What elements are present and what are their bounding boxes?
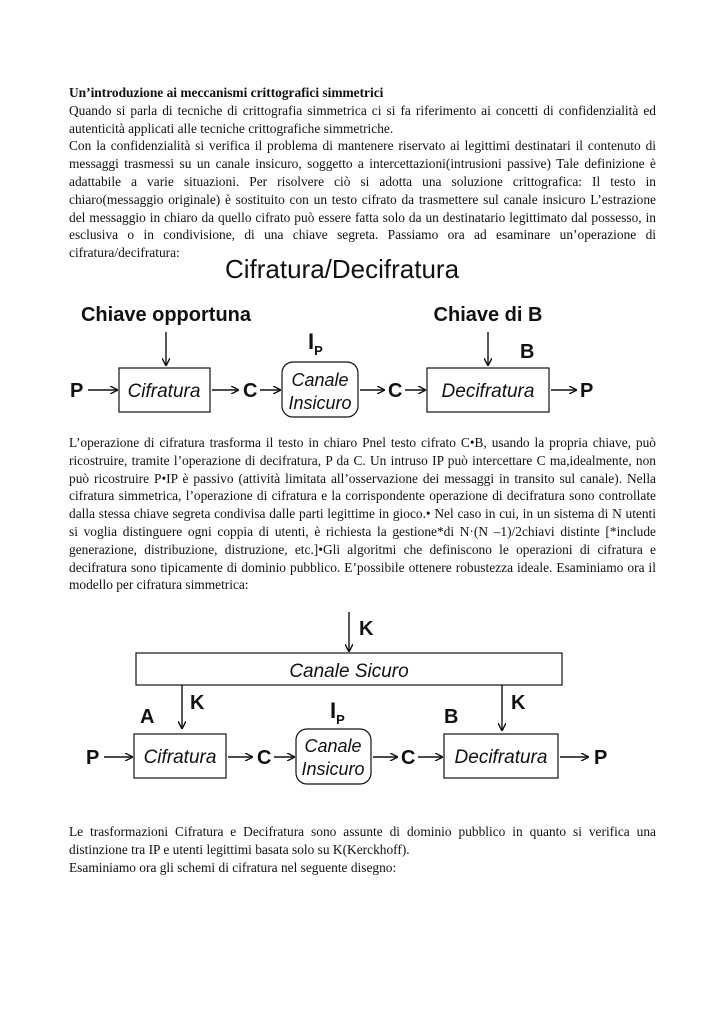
channel-label-line1: Canale	[304, 736, 362, 756]
decrypt-label: Decifratura	[441, 381, 535, 402]
diagram-title: Cifratura/Decifratura	[224, 254, 460, 284]
intro-paragraph-2: Con la confidenzialità si verifica il problema di mantenere riservato ai legittimi destinatari il contenuto di messaggi trasmessi su un canale insicuro, soggetto a intercettazioni(intrusioni passive) Tale definizione è adattabile a varie situazioni. Per risolvere ciò si adotta una soluzione crittografica: Il testo in chiaro(messaggio originale) è sostituito con un testo cifrato da trasmettere sul canale insicuro L’estrazione del messaggio in chiaro da quello cifrato può essere fatta solo da un destinatario legittimato dal possesso, in esclusiva o in condivisione, di una chiave segreta. Passiamo ora ad esaminare un’operazione di cifratura/decifratura:	[69, 138, 656, 261]
receiver-label: B	[444, 706, 459, 728]
ciphertext-label-2: C	[401, 747, 416, 769]
encrypt-label: Cifratura	[143, 747, 217, 768]
ciphertext-label-2: C	[388, 380, 403, 402]
ciphertext-label-1: C	[257, 747, 272, 769]
sender-label: A	[140, 706, 155, 728]
key-label-left: Chiave opportuna	[80, 304, 252, 326]
channel-label-line1: Canale	[291, 370, 349, 390]
key-label-right: Chiave di B	[433, 304, 543, 326]
closing-paragraph-2: Esaminiamo ora gli schemi di cifratura nel seguente disegno:	[69, 859, 397, 875]
channel-label-line2: Insicuro	[301, 759, 365, 779]
intruder-label: $I_P$	[308, 329, 323, 358]
encrypt-label: Cifratura	[127, 381, 201, 402]
plaintext-output: P	[580, 380, 594, 402]
decrypt-label: Decifratura	[454, 747, 548, 768]
middle-paragraph: L’operazione di cifratura trasforma il testo in chiaro Pnel testo cifrato C•B, usando la propria chiave, può ricostruire, tramite l’operazione di decifratura, P da C. Un intruso IP può intercettare C ma,idealmente, non può ricostruire P•IP è passivo (attività limitata all’osservazione dei messaggi in transito sul canale). Nella cifratura simmetrica, l’operazione di cifratura e la corrispondente operazione di decifratura sono controllate dalla stessa chiave segreta condivisa dalle parti legittime in gioco.• Nel caso in cui, in un sistema di N utenti si voglia distinguere ogni coppia di utenti, è richiesta la gestione*di N·(N –1)/2chiavi distinte [*include generazione, distribuzione, distruzione, etc.]•Gli algoritmi che definiscono le operazioni di cifratura e decifratura sono tipicamente di dominio pubblico. E’possibile ottenere robustezza ideale. Esaminiamo ora il modello per cifratura simmetrica:	[69, 435, 656, 593]
plaintext-input: P	[70, 380, 84, 402]
diagram-cifratura-decifratura	[0, 252, 724, 424]
key-label-right: K	[511, 692, 526, 714]
top-key-label: K	[359, 618, 374, 640]
intruder-label: $I_P$	[330, 698, 345, 727]
closing-section	[69, 823, 656, 876]
intro-paragraph-1: Quando si parla di tecniche di crittografia simmetrica ci si fa riferimento ai concetti di confidenzialità ed autenticità applicati alle tecniche crittografiche simmetriche.	[69, 102, 656, 136]
middle-section	[69, 434, 656, 594]
intro-section	[69, 84, 656, 262]
plaintext-input: P	[86, 747, 100, 769]
key-label-left: K	[190, 692, 205, 714]
closing-paragraph-1: Le trasformazioni Cifratura e Decifratura sono assunte di dominio pubblico in quanto si verifica una distinzione tra IP e utenti legittimi basata solo su K(Kerckhoff).	[69, 824, 656, 857]
ciphertext-label-1: C	[243, 380, 258, 402]
secure-channel-label: Canale Sicuro	[289, 661, 409, 682]
plaintext-output: P	[594, 747, 608, 769]
page-title: Un’introduzione ai meccanismi crittografici simmetrici	[69, 85, 384, 100]
diagram-modello-simmetrico	[0, 608, 724, 788]
channel-label-line2: Insicuro	[288, 393, 352, 413]
receiver-label: B	[520, 341, 535, 363]
